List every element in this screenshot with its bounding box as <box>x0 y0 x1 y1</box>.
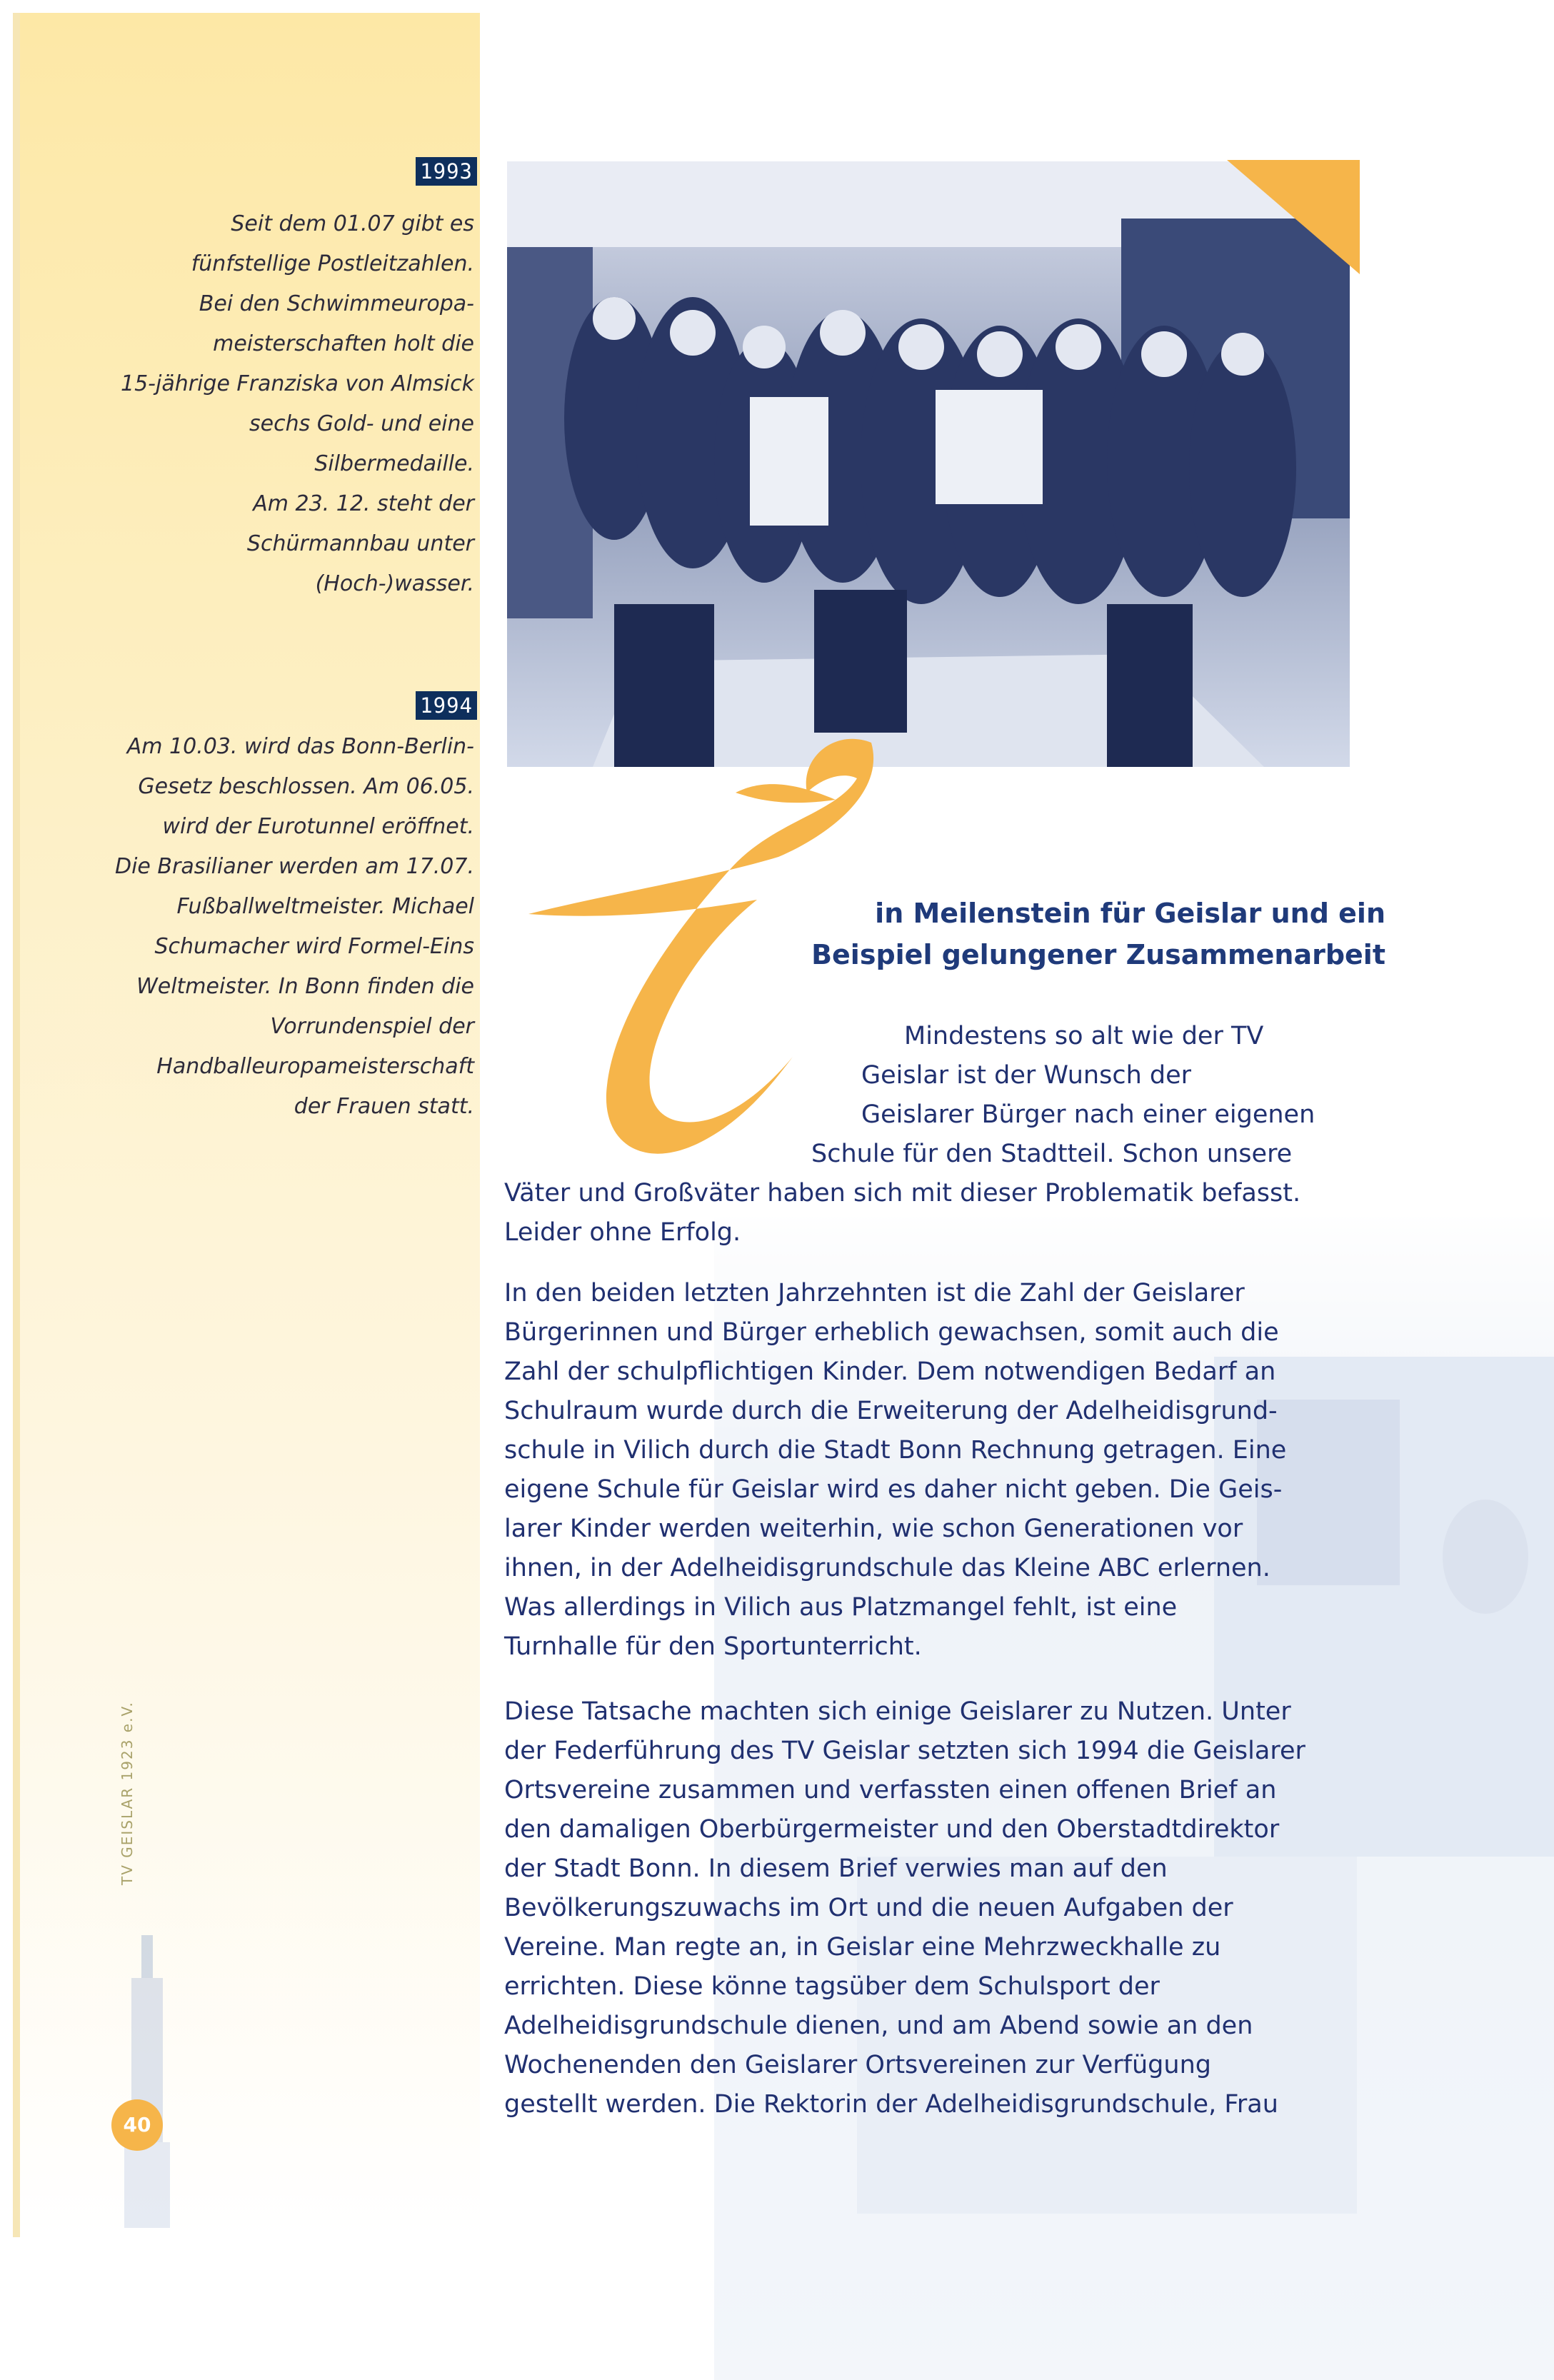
vertical-club-label: TV GEISLAR 1923 e.V. <box>119 1701 136 1885</box>
year-badge-1993: 1993 <box>416 157 477 186</box>
paragraph-intro: Mindestens so alt wie der TV Geislar ist der Wunsch der Geislarer Bürger nach einer eigenen Schule für den Stadtteil. Schon unsere Väter und Großväter haben sich mit dieser Problematik befasst. Leider ohne Erfolg. <box>504 1022 1315 1247</box>
year-badge-1994: 1994 <box>416 691 477 720</box>
chronicle-1993: Seit dem 01.07 gibt es fünfstellige Postleitzahlen. Bei den Schwimmeuropa- meisterschaften holt die 15-jährige Franziska von Almsick sechs Gold- und eine Silbermedaille. Am 23. 12. steht der Schürmannbau unter (Hoch-)wasser. <box>121 211 474 596</box>
page-number-badge: 40 <box>111 2099 163 2151</box>
chronicle-1994: Am 10.03. wird das Bonn-Berlin- Gesetz beschlossen. Am 06.05. wird der Eurotunnel eröffnet. Die Brasilianer werden am 17.07. Fußballweltmeister. Michael Schumacher wird Formel-Eins Weltmeister. In Bonn finden die Vorrundenspiel der Handballeuropameisterschaft der Frauen statt. <box>114 734 474 1119</box>
sidebar-edge <box>13 13 20 2237</box>
article-headline: in Meilenstein für Geislar und ein Beispiel gelungener Zusammenarbeit <box>811 898 1385 970</box>
tower-illustration <box>104 1928 190 2228</box>
paragraph-growth: In den beiden letzten Jahrzehnten ist die Zahl der Geislarer Bürgerinnen und Bürger erheblich gewachsen, somit auch die Zahl der schulpflichtigen Kinder. Dem notwendigen Bedarf an Schulraum wurde durch die Erweiterung der Adelheidisgrund- schule in Vilich durch die Stadt Bonn Rechnung getragen. Eine eigene Schule für Geislar wird es daher nicht geben. Die Geis- larer Kinder werden weiterhin, wie schon Generationen vor ihnen, in der Adelheidisgrundschule das Kleine ABC erlernen. Was allerdings in Vilich aus Platzmangel fehlt, ist eine Turnhalle für den Sportunterricht. <box>504 1279 1287 1661</box>
group-photo <box>507 161 1350 767</box>
sidebar-chronicle <box>20 13 480 2237</box>
photo-corner-accent <box>1227 160 1360 274</box>
paragraph-letter: Diese Tatsache machten sich einige Geislarer zu Nutzen. Unter der Federführung des TV Geislar setzten sich 1994 die Geislarer Ortsvereine zusammen und verfassten einen offenen Brief an den damaligen Oberbürgermeister und den Oberstadtdirektor der Stadt Bonn. In diesem Brief verwies man auf den Bevölkerungszuwachs im Ort und die neuen Aufgaben der Vereine. Man regte an, in Geislar eine Mehrzweckhalle zu errichten. Diese könne tagsüber dem Schulsport der Adelheidisgrundschule dienen, und am Abend sowie an den Wochenenden den Geislarer Ortsvereinen zur Verfügung gestellt werden. Die Rektorin der Adelheidisgrundschule, Frau <box>504 1697 1305 2119</box>
